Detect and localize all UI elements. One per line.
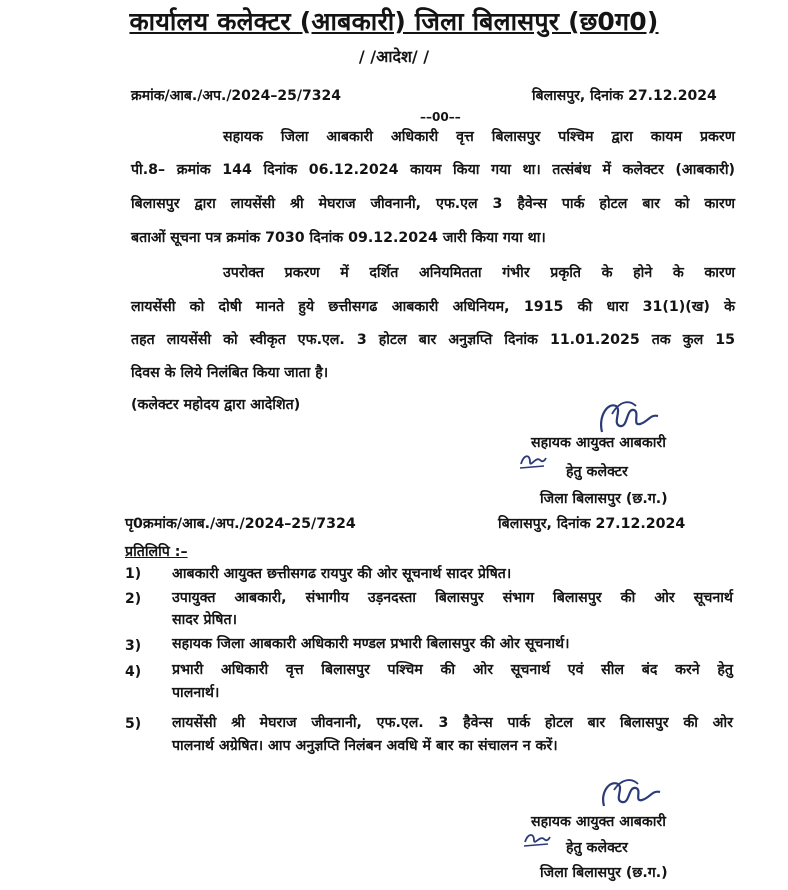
list-item-number: 1) [125,566,142,582]
initials-mark [518,450,548,472]
list-item-number: 3) [125,638,142,654]
para1-line: पी.8– क्रमांक 144 दिनांक 06.12.2024 कायम किया गया था। तत्संबंध में कलेक्टर (आबकारी) [131,162,735,178]
para2-line: उपरोक्त प्रकरण में दर्शित अनियमितता गंभीर प्रकृति के होने के कारण [223,265,735,281]
list-item-number: 2) [125,591,142,607]
ordered-by-note: (कलेक्टर महोदय द्वारा आदेशित) [131,397,301,413]
initials-mark [522,830,552,850]
para1-line: बिलासपुर द्वारा लायसेंसी श्री मेघराज जीवनानी, एफ.एल 3 हैवेन्स पार्क होटल बार को कारण [131,196,735,212]
signatory-district: जिला बिलासपुर (छ.ग.) [540,865,668,881]
list-item: प्रभारी अधिकारी वृत्त बिलासपुर पश्चिम की ओर सूचनार्थ एवं सील बंद करने हेतु [172,662,733,678]
office-title: कार्यालय कलेक्टर (आबकारी) जिला बिलासपुर (छ0ग0) [129,7,659,36]
list-item: उपायुक्त आबकारी, संभागीय उड़नदस्ता बिलासपुर संभाग बिलासपुर की ओर सूचनार्थ [172,590,733,606]
list-item-number: 4) [125,664,142,680]
para1-line: सहायक जिला आबकारी अधिकारी वृत्त बिलासपुर पश्चिम द्वारा कायम प्रकरण [223,129,735,145]
list-item: आबकारी आयुक्त छत्तीसगढ रायपुर की ओर सूचनार्थ सादर प्रेषित। [172,566,512,582]
reference-number: क्रमांक/आब./अप./2024–25/7324 [131,88,341,104]
signatory-district: जिला बिलासपुर (छ.ग.) [540,491,668,507]
endorsement-place-date: बिलासपुर, दिनांक 27.12.2024 [498,516,686,532]
order-heading: / /आदेश/ / [358,47,430,66]
signature-mark [594,774,674,814]
signatory-title: सहायक आयुक्त आबकारी [531,814,666,830]
list-item-number: 5) [125,716,142,732]
signatory-on-behalf: हेतु कलेक्टर [566,464,628,480]
signatory-title: सहायक आयुक्त आबकारी [531,435,666,451]
separator: ––00–– [420,110,461,124]
para2-line: तहत लायसेंसी को स्वीकृत एफ.एल. 3 होटल बार अनुज्ञप्ति दिनांक 11.01.2025 तक कुल 15 [131,332,735,348]
para2-line: दिवस के लिये निलंबित किया जाता है। [131,365,329,381]
list-item-continued: सादर प्रेषित। [172,612,237,628]
para1-line: बताओं सूचना पत्र क्रमांक 7030 दिनांक 09.12.2024 जारी किया गया था। [131,230,546,246]
endorsement-reference-number: पृ0क्रमांक/आब./अप./2024–25/7324 [125,516,356,532]
list-item-continued: पालनार्थ। [172,685,220,701]
copy-heading: प्रतिलिपि :– [125,544,188,560]
issue-place-date: बिलासपुर, दिनांक 27.12.2024 [532,88,717,104]
signatory-on-behalf: हेतु कलेक्टर [566,840,628,856]
list-item-continued: पालनार्थ अग्रेषित। आप अनुज्ञप्ति निलंबन अवधि में बार का संचालन न करें। [172,738,558,754]
para2-line: लायसेंसी को दोषी मानते हुये छत्तीसगढ आबकारी अधिनियम, 1915 की धारा 31(1)(ख) के [131,299,735,315]
list-item: सहायक जिला आबकारी अधिकारी मण्डल प्रभारी बिलासपुर की ओर सूचनार्थ। [172,636,570,652]
list-item: लायसेंसी श्री मेघराज जीवनानी, एफ.एल. 3 हैवेन्स पार्क होटल बार बिलासपुर की ओर [172,715,733,731]
